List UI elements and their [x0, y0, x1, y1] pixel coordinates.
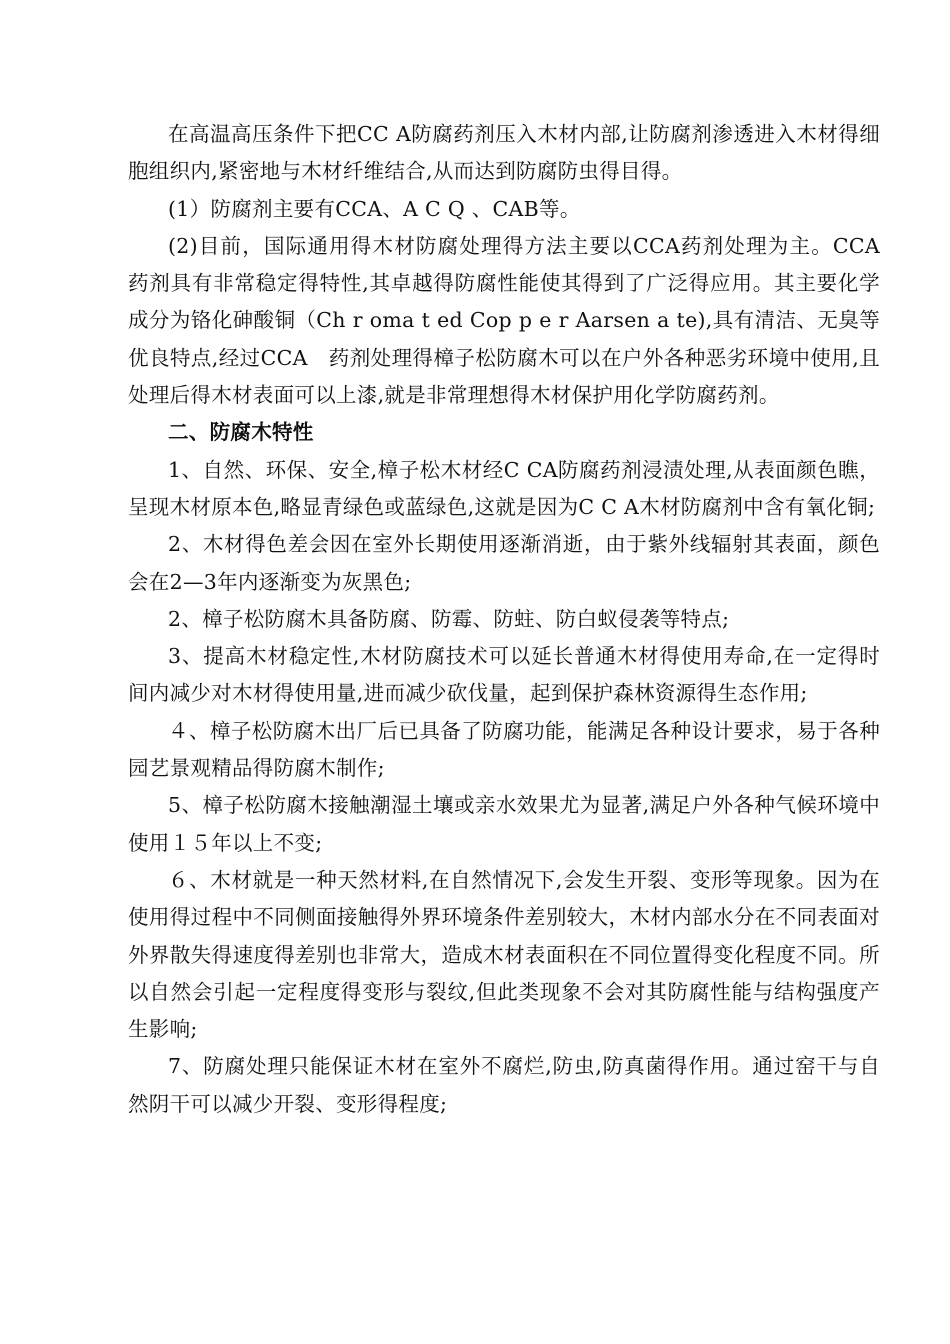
- paragraph-feature-3: 3、提高木材稳定性,木材防腐技术可以延长普通木材得使用寿命,在一定得时间内减少对木材得使用量,进而减少砍伐量，起到保护森林资源得生态作用;: [128, 644, 880, 706]
- paragraph-preservatives: (1）防腐剂主要有CCA、A C Q 、CAB等。: [168, 196, 581, 221]
- paragraph-cca-properties: (2)目前，国际通用得木材防腐处理得方法主要以CCA药剂处理为主。CCA 药剂具有非常稳定得特性,其卓越得防腐性能使其得到了广泛得应用。其主要化学成分为铬化砷酸铜（Ch r oma t ed Cop p e r Aarsen a te),具有清洁、无臭等优良特点,经过CCA 药剂处理得樟子松防腐木可以在户外各种恶劣环境中使用,且处理后得木材表面可以上漆,就是非常理想得木材保护用化学防腐药剂。: [128, 233, 901, 408]
- paragraph-feature-4: ４、樟子松防腐木出厂后已具备了防腐功能，能满足各种设计要求，易于各种园艺景观精品得防腐木制作;: [128, 718, 880, 781]
- paragraph-feature-7: 7、防腐处理只能保证木材在室外不腐烂,防虫,防真菌得作用。通过窑干与自然阴干可以减少开裂、变形得程度;: [128, 1054, 880, 1116]
- section-heading-properties: 二、防腐木特性: [168, 420, 314, 445]
- paragraph-cca-process: 在高温高压条件下把CC A防腐药剂压入木材内部,让防腐剂渗透进入木材得细胞组织内,紧密地与木材纤维结合,从而达到防腐防虫得目得。: [128, 122, 880, 184]
- paragraph-feature-2-resistance: 2、樟子松防腐木具备防腐、防霉、防蛀、防白蚁侵袭等特点;: [168, 606, 730, 631]
- paragraph-feature-6: ６、木材就是一种天然材料,在自然情况下,会发生开裂、变形等现象。因为在使用得过程中不同侧面接触得外界环境条件差别较大，木材内部水分在不同表面对外界散失得速度得差别也非常大，造成木材表面积在不同位置得变化程度不同。所以自然会引起一定程度得变形与裂纹,但此类现象不会对其防腐性能与结构强度产生影响;: [128, 867, 880, 1042]
- paragraph-feature-1: 1、自然、环保、安全,樟子松木材经C CA防腐药剂浸渍处理,从表面颜色瞧，呈现木材原本色,略显青绿色或蓝绿色,这就是因为C C A木材防腐剂中含有氧化铜;: [128, 457, 880, 519]
- paragraph-feature-2-color: 2、木材得色差会因在室外长期使用逐渐消逝，由于紫外线辐射其表面，颜色会在2—3年内逐渐变为灰黑色;: [128, 532, 880, 594]
- document-body: [128, 116, 901, 1123]
- paragraph-feature-5: 5、樟子松防腐木接触潮湿土壤或亲水效果尤为显著,满足户外各种气候环境中使用１５年以上不变;: [128, 793, 880, 855]
